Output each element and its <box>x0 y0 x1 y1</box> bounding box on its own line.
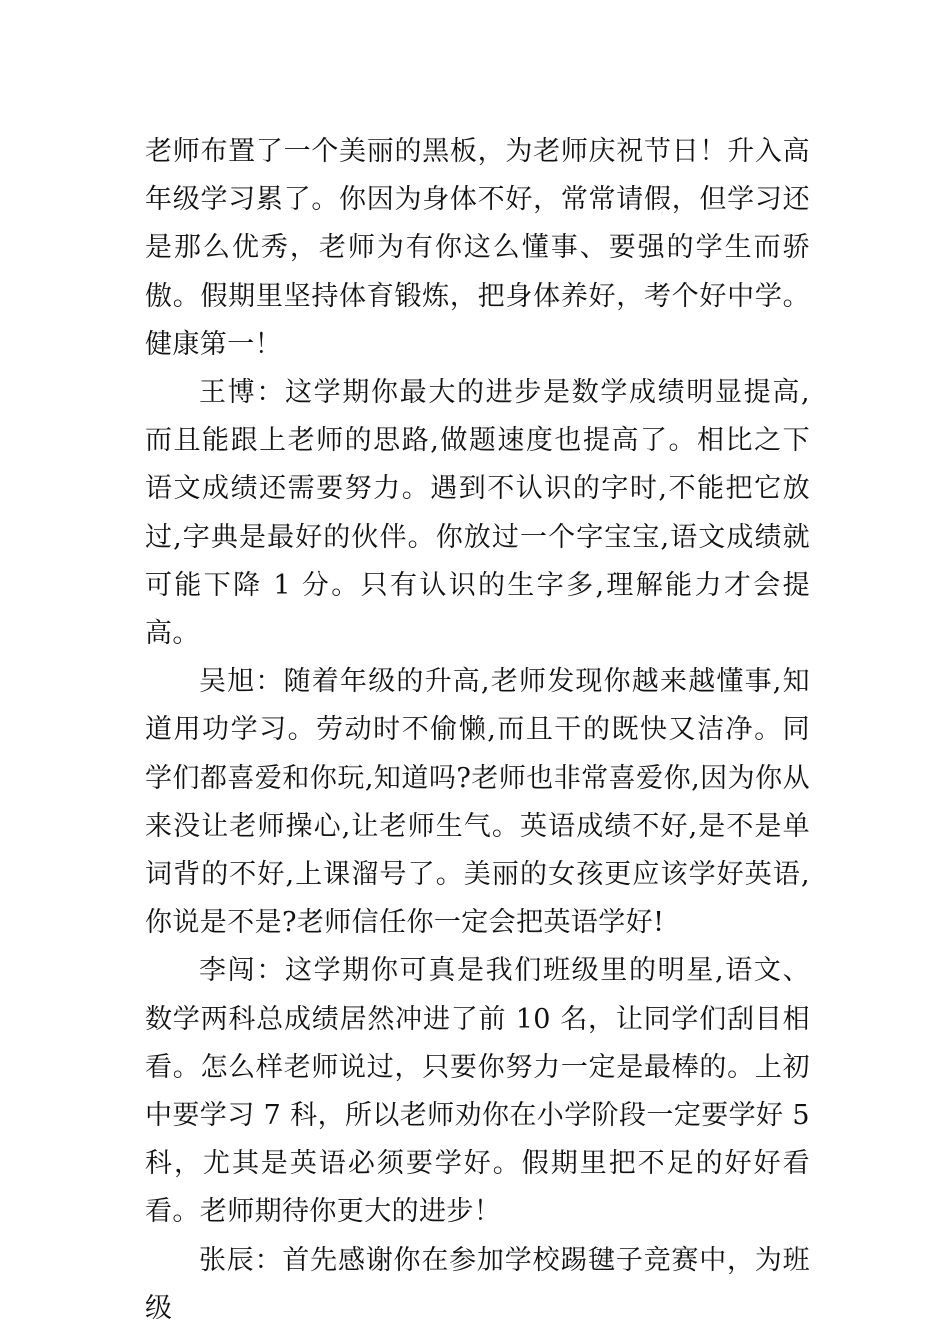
paragraph-1: 老师布置了一个美丽的黑板，为老师庆祝节日！升入高年级学习累了。你因为身体不好，常常请假，但学习还是那么优秀，老师为有你这么懂事、要强的学生而骄傲。假期里坚持体育锻炼，把身体养好，考个好中学。健康第一！ <box>145 136 810 360</box>
paragraph-zhang-chen: 张辰：首先感谢你在参加学校踢毽子竞赛中，为班级 <box>145 1244 810 1324</box>
paragraph-wang-bo: 王博：这学期你最大的进步是数学成绩明显提高,而且能跟上老师的思路,做题速度也提高了。相比之下语文成绩还需要努力。遇到不认识的字时,不能把它放过,字典是最好的伙伴。你放过一个字宝宝,语文成绩就可能下降 1 分。只有认识的生字多,理解能力才会提高。 <box>145 377 810 650</box>
paragraph-li-chuang: 李闯：这学期你可真是我们班级里的明星,语文、数学两科总成绩居然冲进了前 10 名，让同学们刮目相看。怎么样老师说过，只要你努力一定是最棒的。上初中要学习 7 科，所以老师劝你在小学阶段一定要学好 5 科，尤其是英语必须要学好。假期里把不足的好好看看。老师期待你更大的进步！ <box>145 955 810 1228</box>
document-body <box>145 128 810 1333</box>
paragraph-wu-xu: 吴旭：随着年级的升高,老师发现你越来越懂事,知道用功学习。劳动时不偷懒,而且干的既快又洁净。同学们都喜爱和你玩,知道吗?老师也非常喜爱你,因为你从来没让老师操心,让老师生气。英语成绩不好,是不是单词背的不好,上课溜号了。美丽的女孩更应该学好英语,你说是不是?老师信任你一定会把英语学好! <box>145 666 810 939</box>
